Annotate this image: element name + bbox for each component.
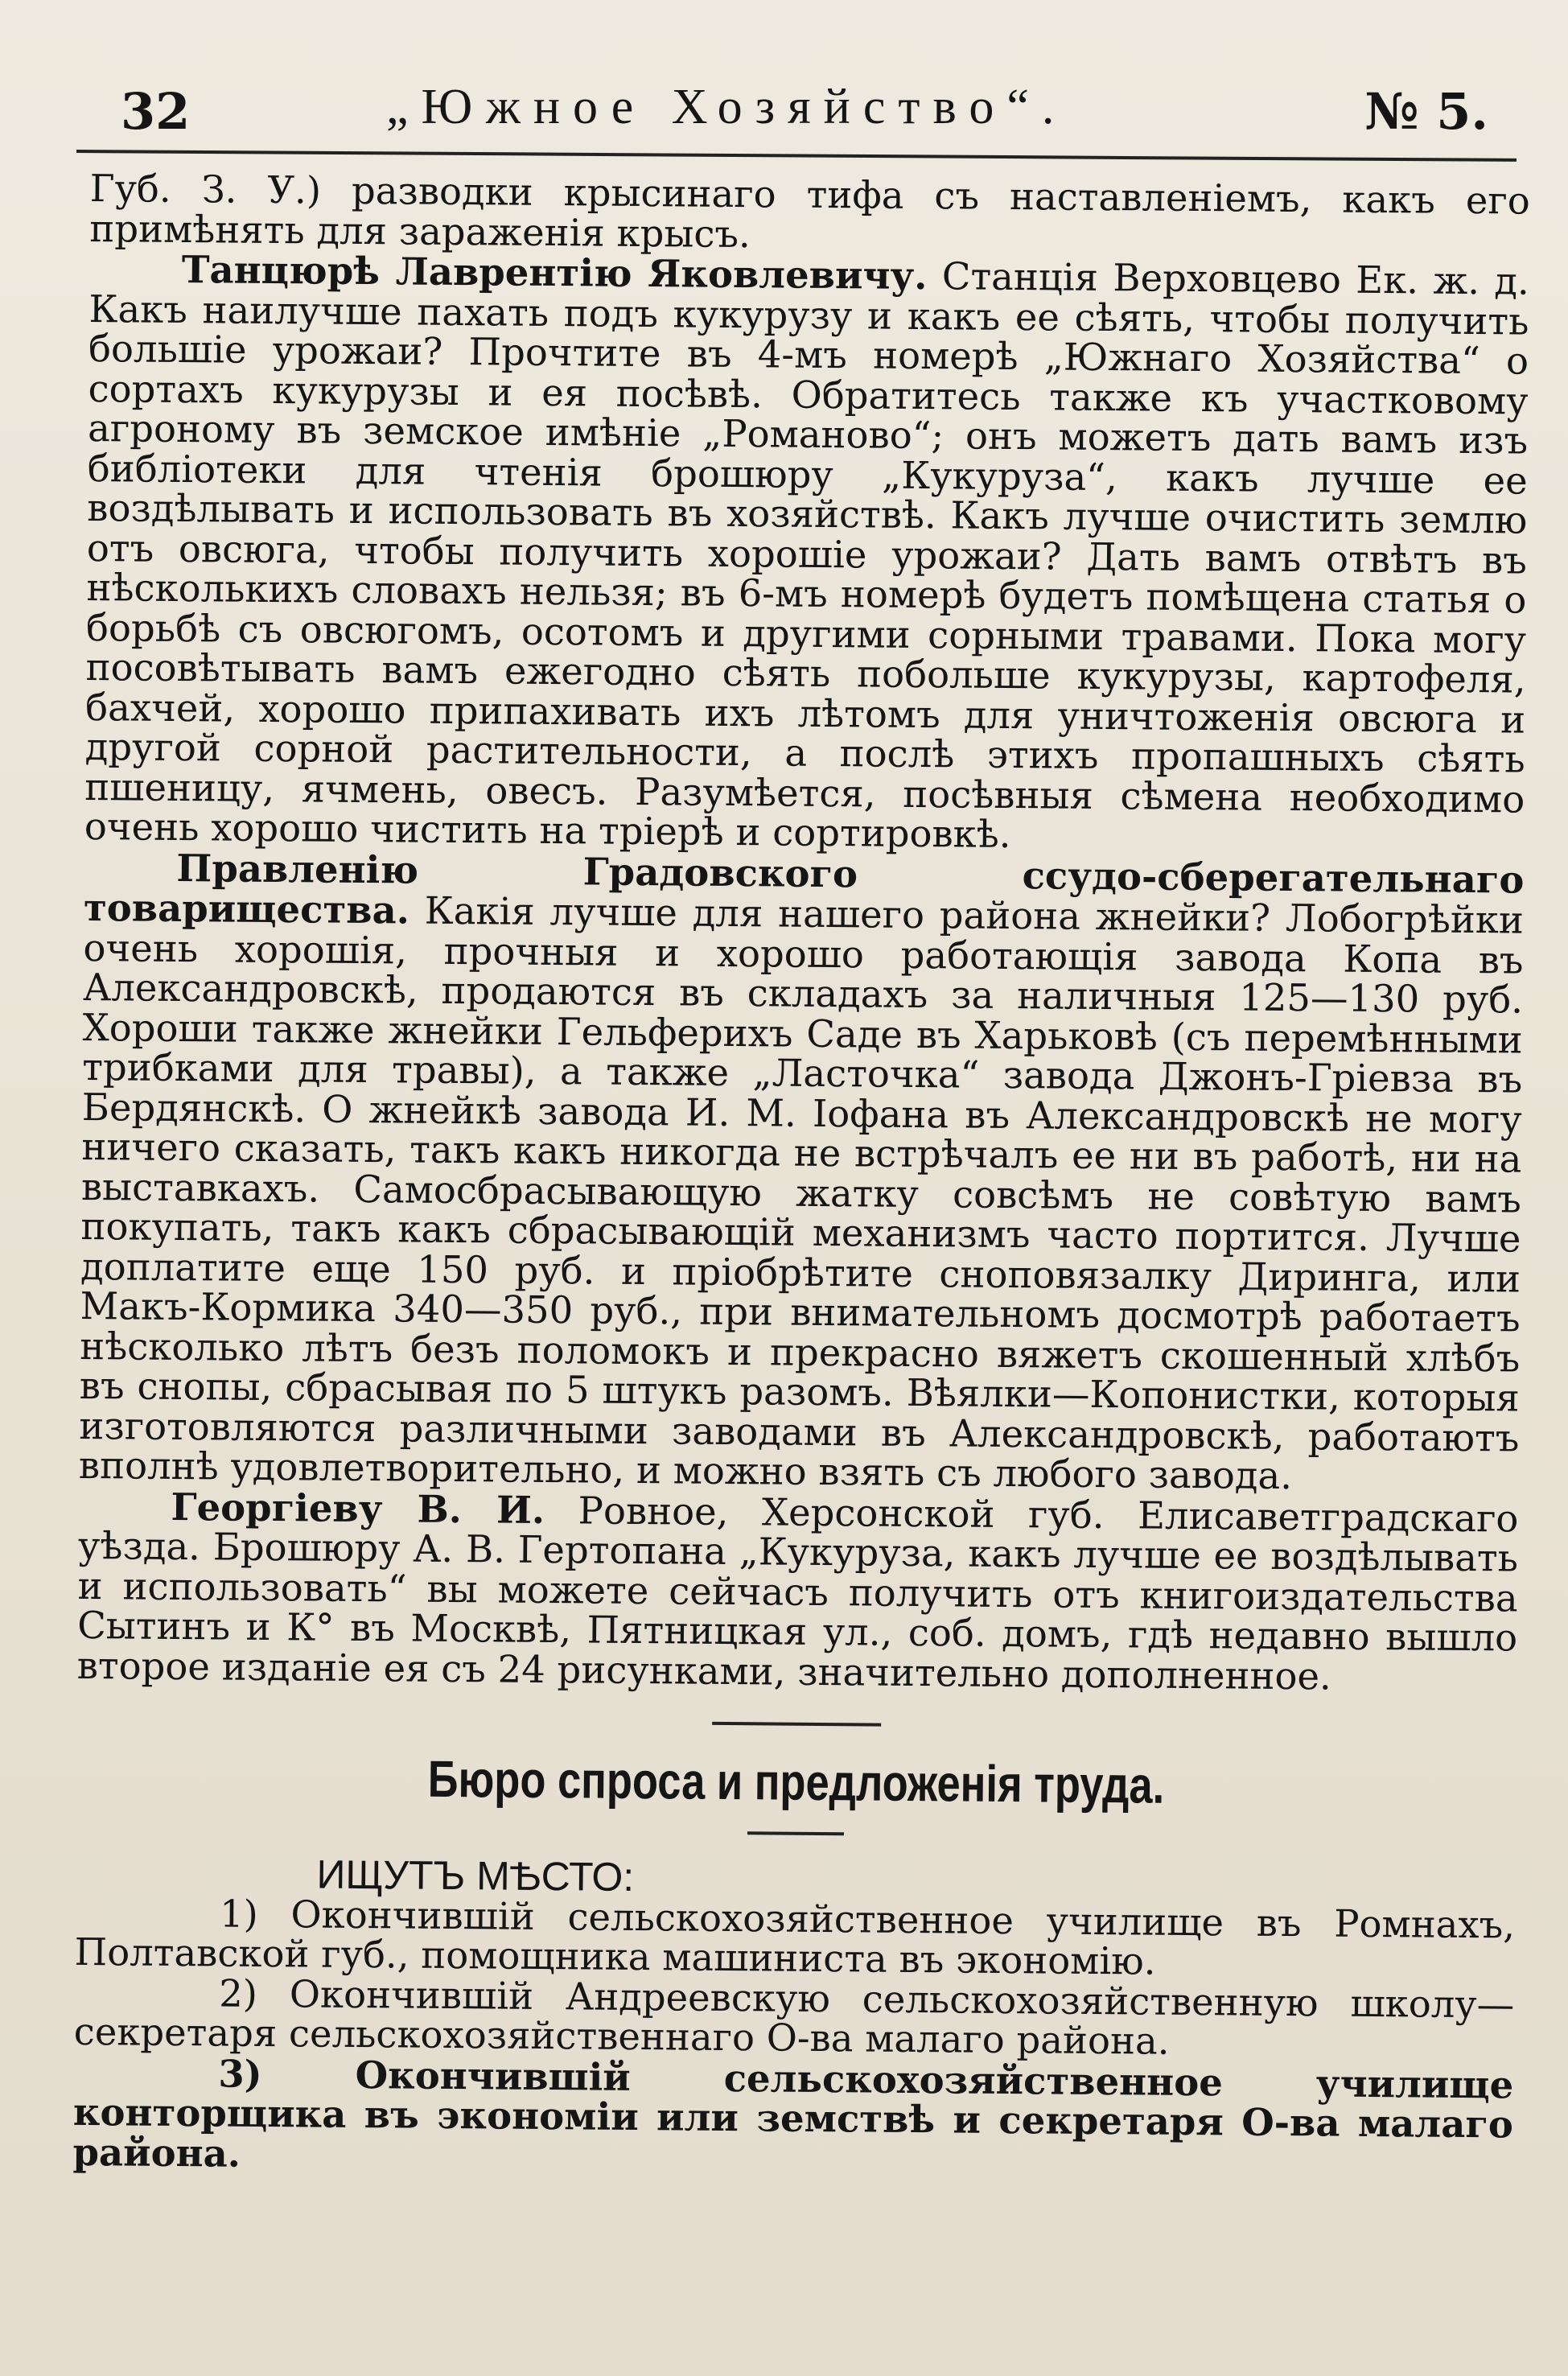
answer-paragraph [84,246,1530,859]
job-listing-item: 1) Окончившій сельскохозяйственное училище въ Ромнахъ, Полтавской губ., помощника машиниста въ экономію. [74,1891,1516,1983]
heading-divider [747,1831,844,1835]
answer-addressee: Георгіеву В. И. [171,1484,545,1532]
answer-paragraph [77,1485,1519,1698]
journal-title: „Южное Хозяйство“. [386,80,1068,134]
seeking-subheading: ИЩУТЪ МѢСТО: [316,1851,635,1900]
section-divider [712,1722,881,1727]
job-listings [72,1892,1515,2184]
answer-addressee: Танцюрѣ Лаврентію Яковлевичу. [181,246,928,299]
job-listing-item: 3) Окончившій сельскохозяйственное училище конторщика въ экономіи или земствѣ и секретаря О-ва малаго района. [72,2050,1514,2176]
answer-text: Ровное, Херсонской губ. Елисаветградскаго уѣзда. Брошюру А. В. Гертопана „Кукуруза, какъ лучше ее воздѣлывать и использовать“ вы можете сейчасъ получить отъ книгоиздательства Сытинъ и К° въ Москвѣ, Пятницкая ул., соб. домъ, гдѣ недавно вышло второе изданіе ея съ 24 рисунками, значительно дополненное. [76,1488,1519,1699]
answer-paragraph [79,846,1525,1498]
answer-text: Какія лучше для нашего района жнейки? Лобогрѣйки очень хорошія, прочныя и хорошо работающія завода Копа въ Александровскѣ, продаются въ складахъ за наличныя 125—130 руб. Хороши также жнейки Гельферихъ Саде въ Харьковѣ (съ перемѣнными трибками для травы), а также „Ласточка“ завода Джонъ-Гріевза въ Бердянскѣ. О жнейкѣ завода И. М. Іофана въ Александровскѣ не могу ничего сказать, такъ какъ никогда не встрѣчалъ ее ни въ работѣ, ни на выставкахъ. Самосбрасывающую жатку совсѣмъ не совѣтую вамъ покупать, такъ какъ сбрасывающій механизмъ часто портится. Лучше доплатите еще 150 руб. и пріобрѣтите сноповязалку Диринга, или Макъ-Кормика 340—350 руб., при внимательномъ досмотрѣ работаетъ нѣсколько лѣтъ безъ поломокъ и прекрасно вяжетъ скошенный хлѣбъ въ снопы, сбрасывая по 5 штукъ разомъ. Вѣялки—Копонистки, которыя изготовляются различными заводами въ Александровскѣ, работаютъ вполнѣ удовлетворительно, и можно взять съ любого завода. [78,888,1525,1498]
page-number: 32 [121,82,191,141]
issue-number: № 5. [1364,82,1488,141]
job-listing-item: 2) Окончившій Андреевскую сельскохозяйственную школу—секретаря сельскохозяйственнаго О-ва малаго района. [73,1970,1515,2063]
page-body [72,169,1530,2185]
header-rule [76,150,1517,162]
answer-text: Губ. З. У.) разводки крысинаго тифа съ наставленіемъ, какъ его примѣнять для зараженія крысъ. [89,167,1530,256]
answer-text: Станція Верховцево Ек. ж. д. Какъ наилучше пахать подъ кукурузу и какъ ее сѣять, чтобы получить большіе урожаи? Прочтите въ 4-мъ номерѣ „Южнаго Хозяйства“ о сортахъ кукурузы и ея посѣвѣ. Обратитесь также къ участковому агроному въ земское имѣніе „Романово“; онъ можетъ дать вамъ изъ библіотеки для чтенія брошюру „Кукуруза“, какъ лучше ее воздѣлывать и использовать въ хозяйствѣ. Какъ лучше очистить землю отъ овсюга, чтобы получить хорошіе урожаи? Дать вамъ отвѣтъ въ нѣсколькихъ словахъ нельзя; въ 6-мъ номерѣ будетъ помѣщена статья о борьбѣ съ овсюгомъ, осотомъ и другими сорными травами. Пока могу посовѣтывать вамъ ежегодно сѣять побольше кукурузы, картофеля, бахчей, хорошо припахивать ихъ лѣтомъ для уничтоженія овсюга и другой сорной растительности, а послѣ этихъ пропашныхъ сѣять пшеницу, ячмень, овесъ. Разумѣется, посѣвныя сѣмена необходимо очень хорошо чистить на тріерѣ и сортировкѣ. [84,254,1530,857]
bureau-heading: Бюро спроса и предложенія труда. [427,1749,1165,1814]
answer-addressee: Правленію Градовского ссудо-сберегательнаго товарищества. [83,845,1525,933]
running-header [121,74,1488,146]
